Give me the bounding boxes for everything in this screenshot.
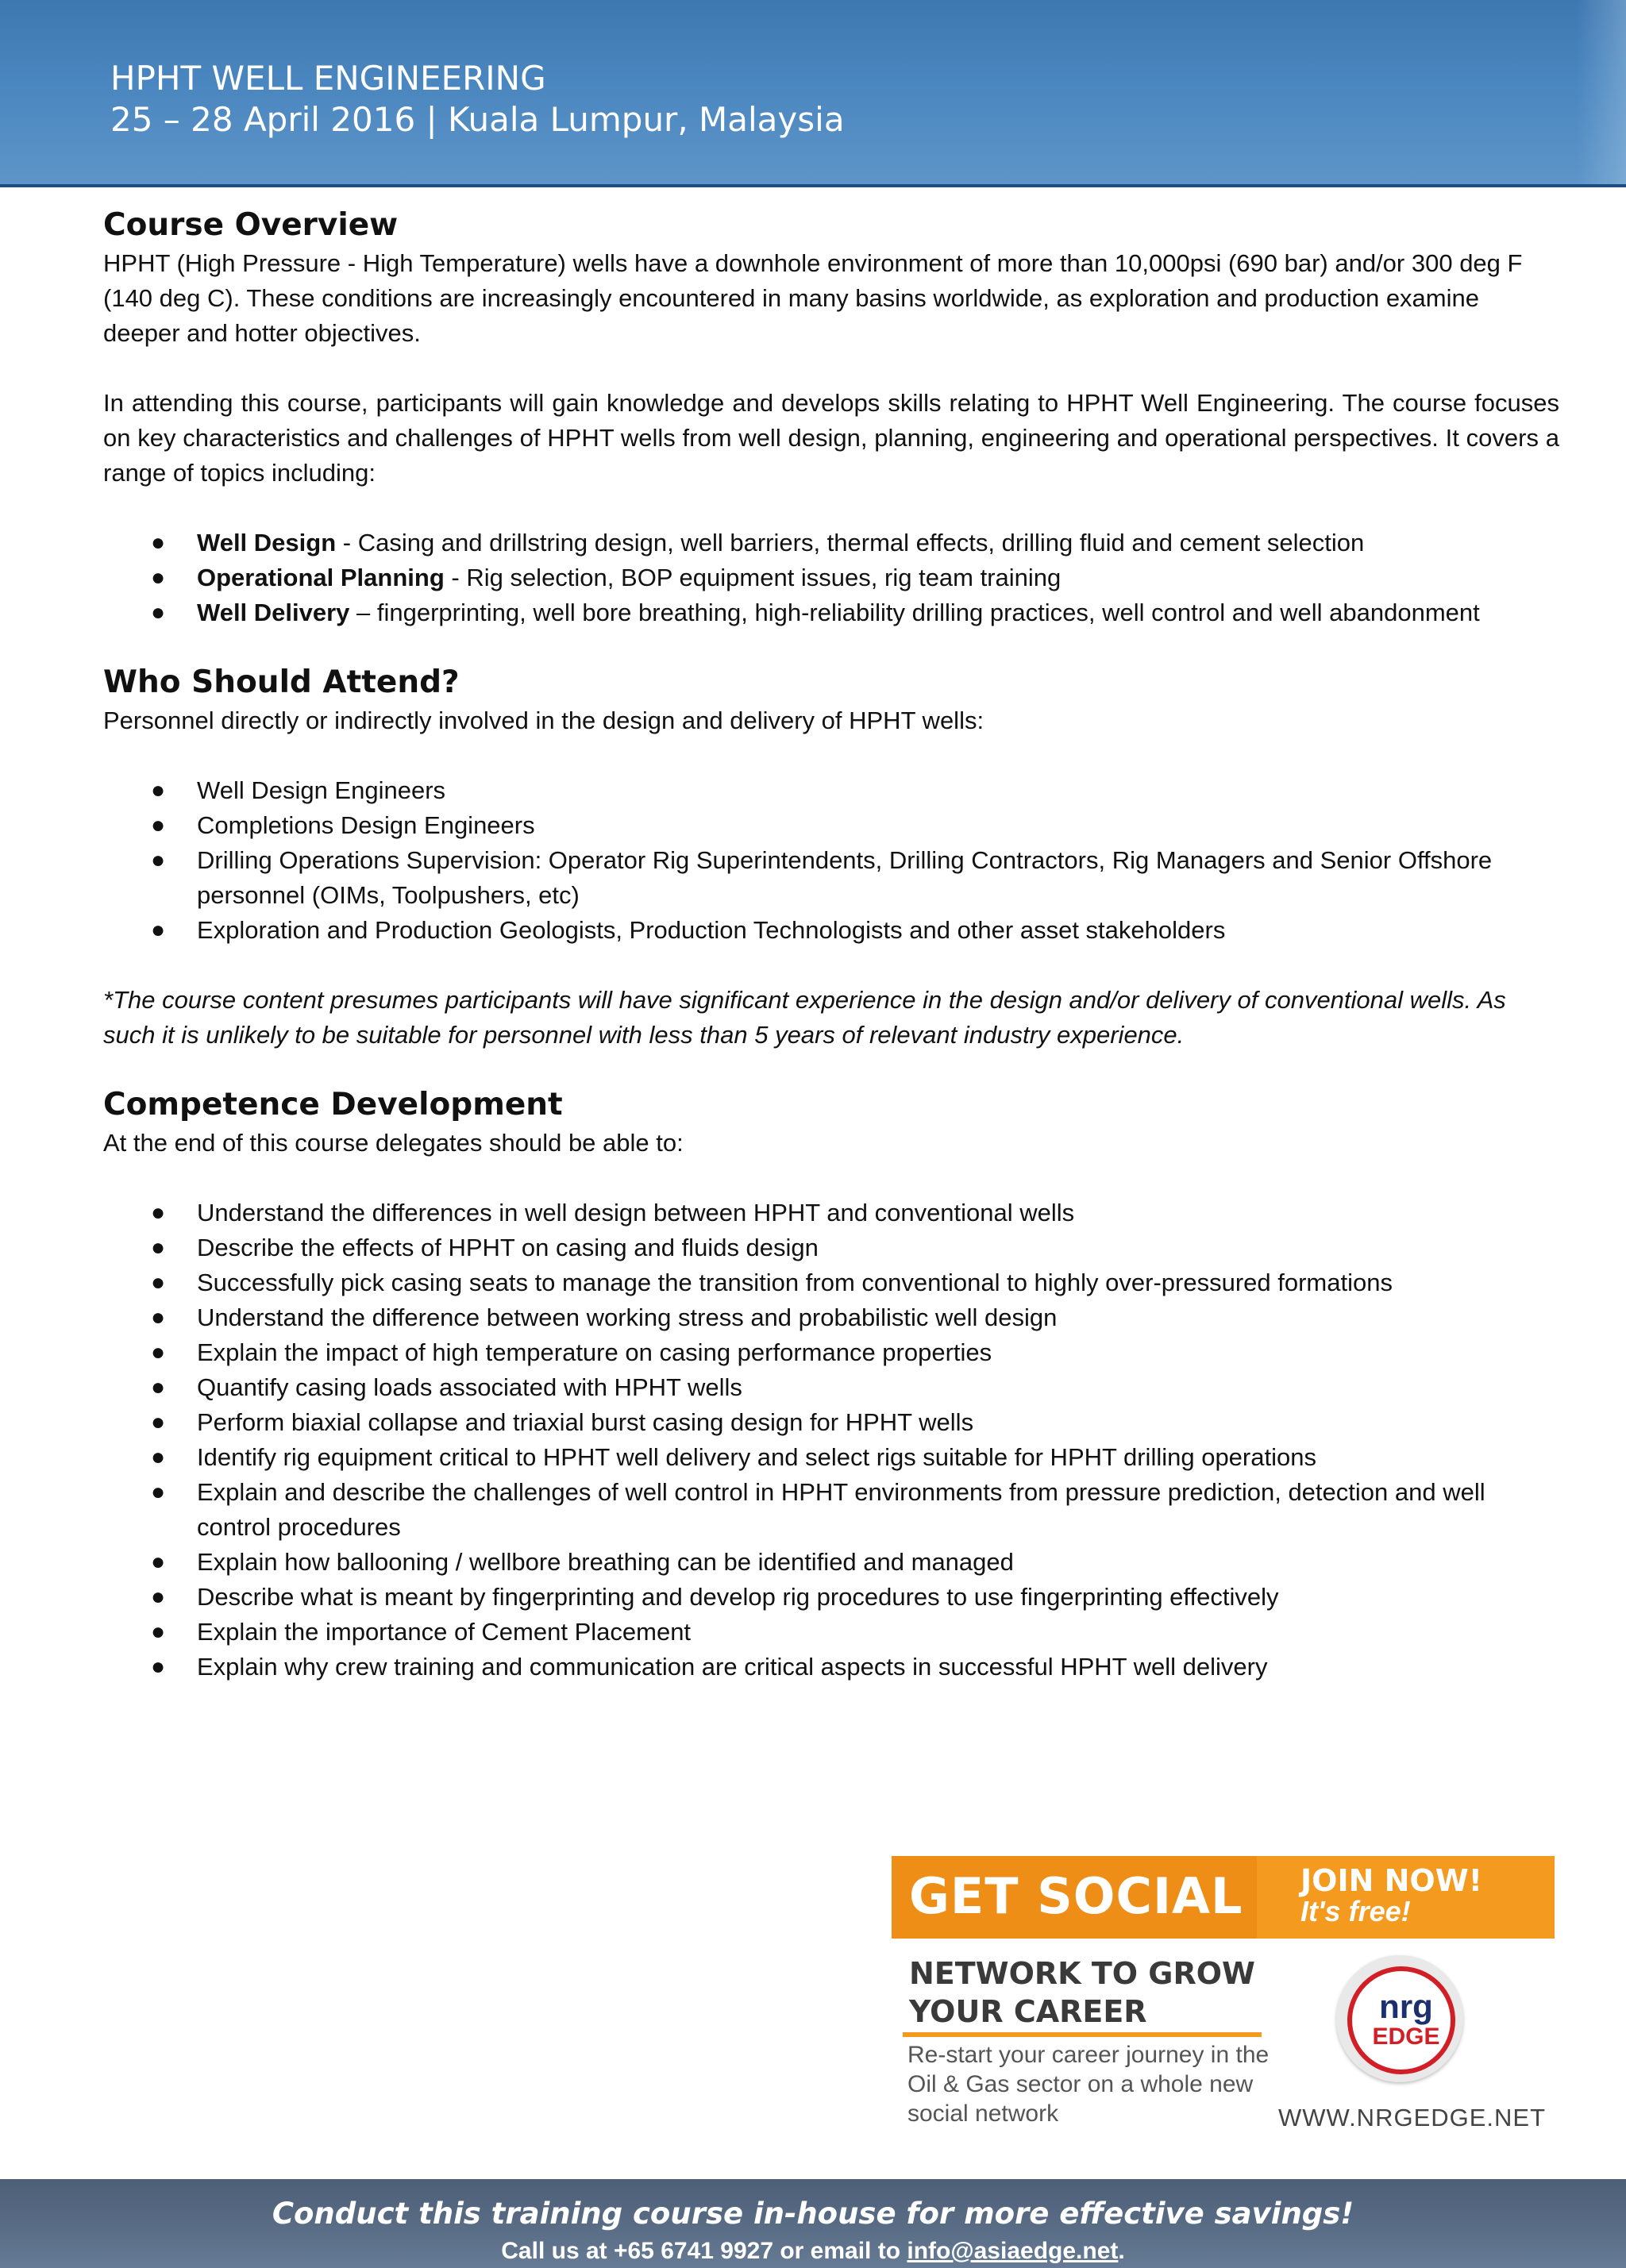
list-item — [103, 595, 1559, 630]
bullet-icon: ● — [151, 1409, 166, 1435]
footer-call-text: Call us at +65 6741 9927 or email to — [501, 2238, 907, 2264]
footer-headline: Conduct this training course in-house for more effective savings! — [272, 2197, 1354, 2231]
ad-network-line-1: NETWORK TO GROW — [909, 1956, 1255, 1991]
list-item-text: Quantify casing loads associated with HPHT wells — [197, 1373, 742, 1401]
list-item — [103, 1580, 1559, 1615]
list-item — [103, 1370, 1559, 1405]
list-item-text: Describe what is meant by fingerprinting and develop rig procedures to use fingerprinting effectively — [197, 1583, 1279, 1611]
topics-list — [103, 526, 1559, 630]
ad-network-text — [909, 1954, 1255, 2031]
list-item-text: Perform biaxial collapse and triaxial burst casing design for HPHT wells — [197, 1408, 974, 1436]
bullet-icon: ● — [151, 917, 166, 943]
join-now-button[interactable]: JOIN NOW! — [1300, 1863, 1482, 1898]
header-edge-decoration — [1577, 0, 1626, 184]
list-item — [103, 526, 1559, 560]
list-item-text: Understand the difference between working stress and probabilistic well design — [197, 1303, 1058, 1331]
nrgedge-logo-icon[interactable] — [1336, 1955, 1463, 2082]
bullet-icon: ● — [151, 1304, 166, 1330]
list-item-text: Identify rig equipment critical to HPHT well delivery and select rigs suitable for HPHT drilling operations — [197, 1443, 1316, 1471]
list-item — [103, 913, 1559, 948]
bullet-icon: ● — [151, 1549, 166, 1575]
footer-contact — [0, 2238, 1626, 2265]
ad-divider — [903, 2032, 1262, 2037]
list-item — [103, 1615, 1559, 1650]
list-item-text: Successfully pick casing seats to manage the transition from conventional to highly over-pressured formations — [197, 1269, 1393, 1296]
competence-heading: Competence Development — [103, 1087, 563, 1122]
bullet-icon: ● — [151, 1339, 166, 1365]
attend-intro: Personnel directly or indirectly involved in the design and delivery of HPHT wells: — [103, 707, 984, 734]
experience-note: *The course content presumes participants will have significant experience in the design and/or delivery of conventional wells. As such it is unlikely to be suitable for personnel with less than 5 years of relevant industry experience. — [103, 986, 1506, 1049]
logo-edge-text: EDGE — [1372, 2023, 1440, 2050]
list-item-text: Completions Design Engineers — [197, 811, 535, 839]
bullet-icon: ● — [151, 847, 166, 873]
main-content — [103, 205, 1559, 1685]
list-item — [103, 1196, 1559, 1230]
bullet-icon: ● — [151, 1234, 166, 1261]
list-item-text: Describe the effects of HPHT on casing and fluids design — [197, 1234, 819, 1261]
bullet-icon: ● — [151, 599, 166, 626]
course-date-location: 25 – 28 April 2016 | Kuala Lumpur, Malaysia — [110, 100, 845, 139]
list-item — [103, 1440, 1559, 1475]
list-item — [103, 843, 1559, 913]
bullet-icon: ● — [151, 812, 166, 838]
competence-intro: At the end of this course delegates should be able to: — [103, 1129, 684, 1157]
bullet-icon: ● — [151, 777, 166, 803]
bullet-icon: ● — [151, 1199, 166, 1226]
list-item-text: Explain how ballooning / wellbore breathing can be identified and managed — [197, 1548, 1014, 1576]
list-item — [103, 1230, 1559, 1265]
bullet-icon: ● — [151, 1654, 166, 1680]
bullet-icon: ● — [151, 1479, 166, 1505]
footer-period: . — [1118, 2238, 1125, 2264]
list-item-text: Exploration and Production Geologists, Production Technologists and other asset stakeholders — [197, 916, 1226, 944]
logo-ring — [1347, 1966, 1455, 2074]
list-item — [103, 1300, 1559, 1335]
topic-term: Operational Planning — [197, 564, 445, 591]
list-item — [103, 1405, 1559, 1440]
list-item — [103, 1335, 1559, 1370]
topic-description: - Casing and drillstring design, well barriers, thermal effects, drilling fluid and cement selection — [336, 529, 1365, 556]
list-item — [103, 560, 1559, 595]
ad-get-social: GET SOCIAL — [909, 1867, 1243, 1925]
ad-website-link[interactable]: WWW.NRGEDGE.NET — [1278, 2104, 1547, 2131]
bullet-icon: ● — [151, 1619, 166, 1645]
ad-network-line-2: YOUR CAREER — [909, 1994, 1147, 2029]
list-item-text: Understand the differences in well design between HPHT and conventional wells — [197, 1199, 1075, 1226]
attend-list — [103, 773, 1559, 948]
bullet-icon: ● — [151, 1269, 166, 1296]
get-social-ad[interactable] — [892, 1856, 1555, 2150]
list-item-text: Drilling Operations Supervision: Operator Rig Superintendents, Drilling Contractors, Rig Managers and Senior Offshore personnel (OIMs, Toolpushers, etc) — [197, 846, 1493, 909]
list-item — [103, 773, 1559, 808]
ad-restart-text: Re-start your career journey in the Oil & Gas sector on a whole new social network — [907, 2042, 1270, 2127]
list-item — [103, 808, 1559, 843]
overview-paragraph-2: In attending this course, participants will gain knowledge and develops skills relating to HPHT Well Engineering. The course focuses on key characteristics and challenges of HPHT wells from well design, planning, engineering and operational perspectives. It covers a range of topics including: — [103, 389, 1559, 487]
logo-nrg-text: nrg — [1379, 1988, 1433, 2025]
overview-paragraph-1: HPHT (High Pressure - High Temperature) wells have a downhole environment of more than 10,000psi (690 bar) and/or 300 deg F (140 deg C). These conditions are increasingly encountered in many basins worldwide, as exploration and production examine deeper and hotter objectives. — [103, 249, 1523, 347]
overview-heading: Course Overview — [103, 207, 399, 243]
topic-term: Well Design — [197, 529, 337, 556]
bullet-icon: ● — [151, 529, 166, 556]
topic-description: - Rig selection, BOP equipment issues, rig team training — [444, 564, 1062, 591]
header-banner — [0, 0, 1626, 187]
list-item — [103, 1545, 1559, 1580]
bullet-icon: ● — [151, 1584, 166, 1610]
list-item-text: Explain why crew training and communication are critical aspects in successful HPHT well delivery — [197, 1653, 1268, 1681]
list-item-text: Explain and describe the challenges of well control in HPHT environments from pressure prediction, detection and well control procedures — [197, 1478, 1485, 1541]
list-item-text: Explain the impact of high temperature on casing performance properties — [197, 1338, 992, 1366]
bullet-icon: ● — [151, 1444, 166, 1470]
ad-free-text: It's free! — [1300, 1895, 1411, 1927]
course-title: HPHT WELL ENGINEERING — [110, 59, 546, 98]
competence-list — [103, 1196, 1559, 1685]
list-item — [103, 1650, 1559, 1685]
footer-banner — [0, 2179, 1626, 2268]
list-item-text: Well Design Engineers — [197, 776, 446, 804]
topic-term: Well Delivery — [197, 599, 350, 626]
bullet-icon: ● — [151, 1374, 166, 1400]
email-link[interactable]: info@asiaedge.net — [907, 2238, 1119, 2264]
bullet-icon: ● — [151, 564, 166, 591]
topic-description: – fingerprinting, well bore breathing, high-reliability drilling practices, well control and well abandonment — [349, 599, 1480, 626]
list-item — [103, 1475, 1559, 1545]
attend-heading: Who Should Attend? — [103, 664, 460, 700]
list-item-text: Explain the importance of Cement Placement — [197, 1618, 692, 1646]
list-item — [103, 1265, 1559, 1300]
